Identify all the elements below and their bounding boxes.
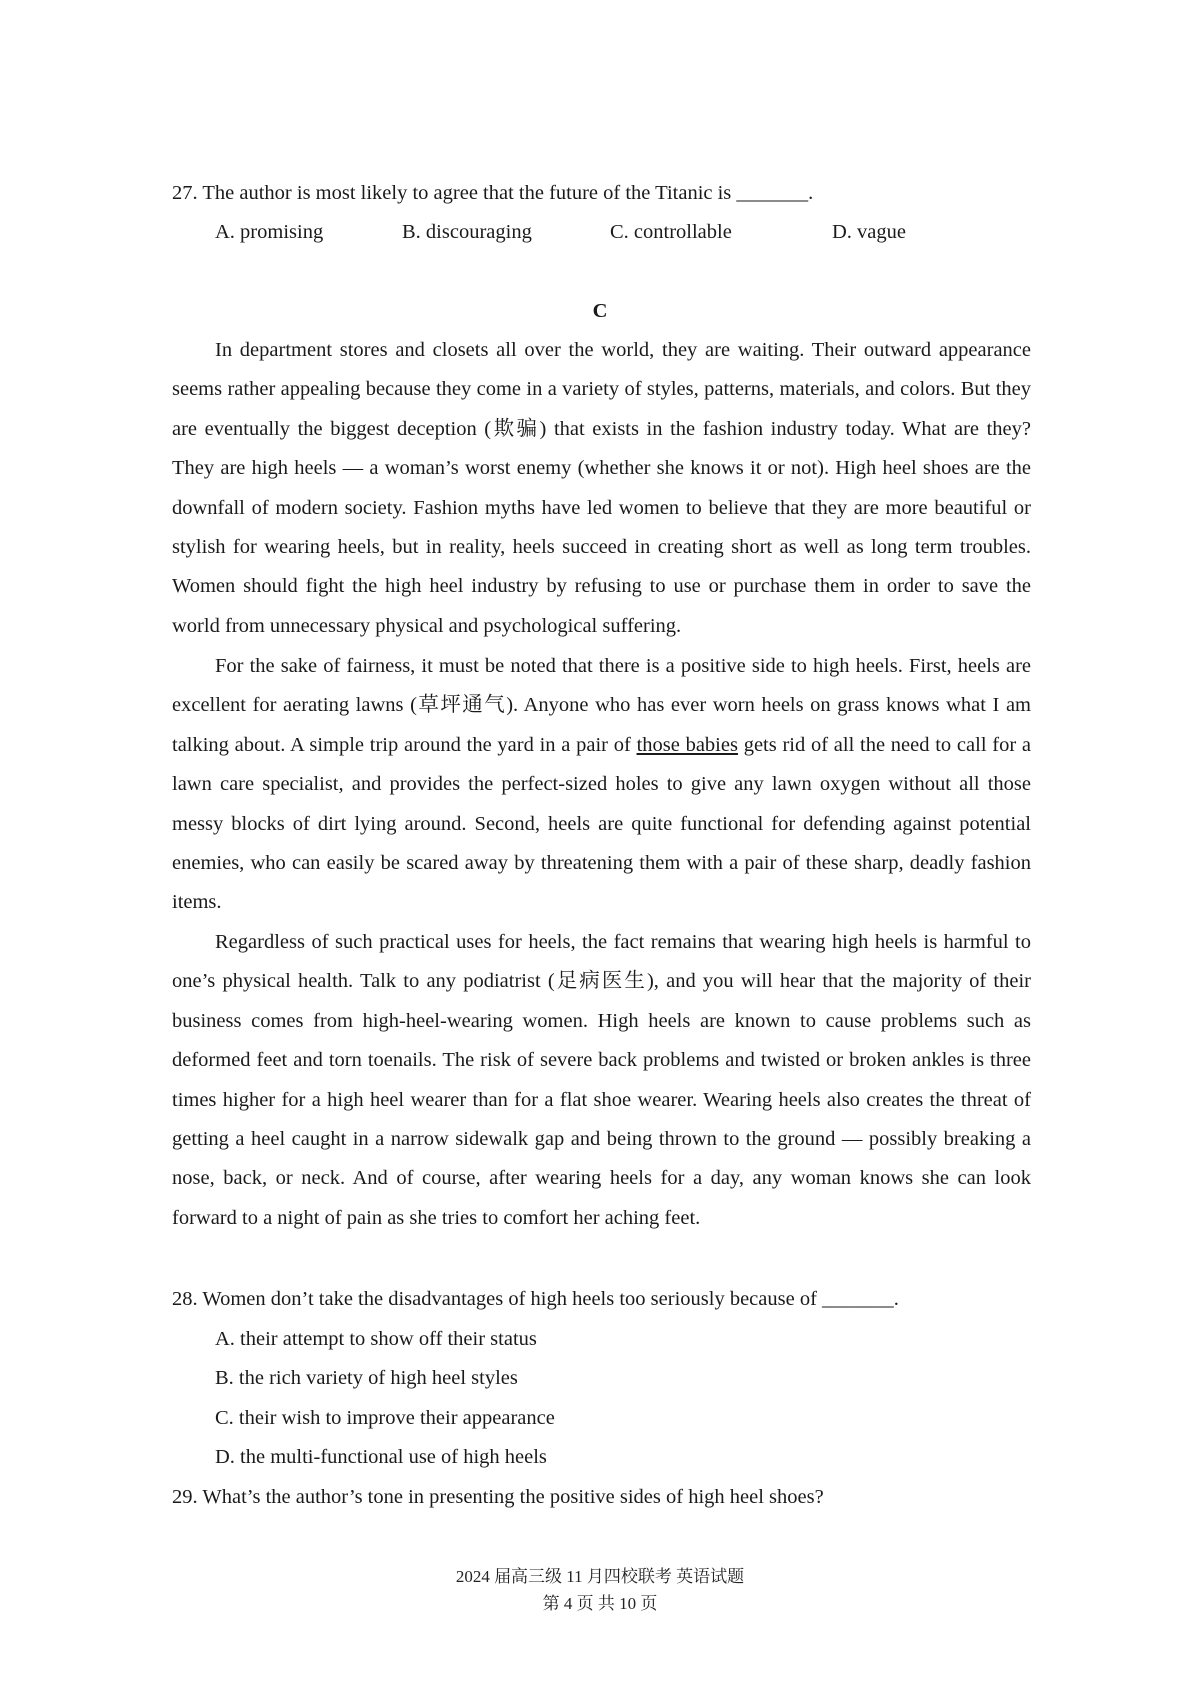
question-27-stem: 27. The author is most likely to agree that the future of the Titanic is _______. <box>172 182 814 204</box>
passage-paragraph-3: Regardless of such practical uses for heels, the fact remains that wearing high heels is harmful to one’s physical health. Talk to any podiatrist (足病医生), and you will hear that the majority of their business comes from high-heel-wearing women. High heels are known to cause problems such as deformed feet and torn toenails. The risk of severe back problems and twisted or broken ankles is three times higher for a high heel wearer than for a flat shoe wearer. Wearing heels also creates the threat of getting a heel caught in a narrow sidewalk gap and being thrown to the ground — possibly breaking a nose, back, or neck. And of course, after wearing heels for a day, any woman knows she can look forward to a night of pain as she tries to comfort her aching feet. <box>172 931 1031 1229</box>
footer-exam-title: 2024 届高三级 11 月四校联考 英语试题 <box>455 1567 745 1586</box>
passage-paragraph-2 <box>172 647 1031 923</box>
question-27-option-d: D. vague <box>832 221 907 243</box>
question-29-stem: 29. What’s the author’s tone in presenting the positive sides of high heel shoes? <box>172 1486 824 1508</box>
question-28-option-d: D. the multi-functional use of high heels <box>215 1446 547 1468</box>
question-27-option-a: A. promising <box>215 221 324 243</box>
question-28-stem: 28. Women don’t take the disadvantages of high heels too seriously because of _______. <box>172 1288 899 1310</box>
question-28-option-b: B. the rich variety of high heel styles <box>215 1367 518 1389</box>
passage-section-heading: C <box>592 300 608 322</box>
question-28-option-a: A. their attempt to show off their status <box>215 1328 537 1350</box>
underlined-phrase: those babies <box>636 733 738 756</box>
question-28-option-c: C. their wish to improve their appearance <box>215 1407 555 1429</box>
footer-page-number: 第 4 页 共 10 页 <box>542 1594 658 1613</box>
paragraph-2-text-start: For the sake of fairness, it must be noted that there is a positive side to high heels. First, heels are excellent for aerating lawns (草坪通气). Anyone who has ever worn heels on grass knows what I am talking about. A simple trip around the yard in a pair of <box>172 655 1031 756</box>
paragraph-2-text-end: gets rid of all the need to call for a lawn care specialist, and provides the perfect-sized holes to give any lawn oxygen without all those messy blocks of dirt lying around. Second, heels are quite functional for defending against potential enemies, who can easily be scared away by threatening them with a pair of these sharp, deadly fashion items. <box>172 733 1031 914</box>
question-27-option-b: B. discouraging <box>402 221 532 243</box>
passage-paragraph-1: In department stores and closets all over the world, they are waiting. Their outward appearance seems rather appealing because they come in a variety of styles, patterns, materials, and colors. But they are eventually the biggest deception (欺骗) that exists in the fashion industry today. What are they? They are high heels — a woman’s worst enemy (whether she knows it or not). High heel shoes are the downfall of modern society. Fashion myths have led women to believe that they are more beautiful or stylish for wearing heels, but in reality, heels succeed in creating short as well as long term troubles. Women should fight the high heel industry by refusing to use or purchase them in order to save the world from unnecessary physical and psychological suffering. <box>172 339 1031 637</box>
question-27-option-c: C. controllable <box>610 221 732 243</box>
